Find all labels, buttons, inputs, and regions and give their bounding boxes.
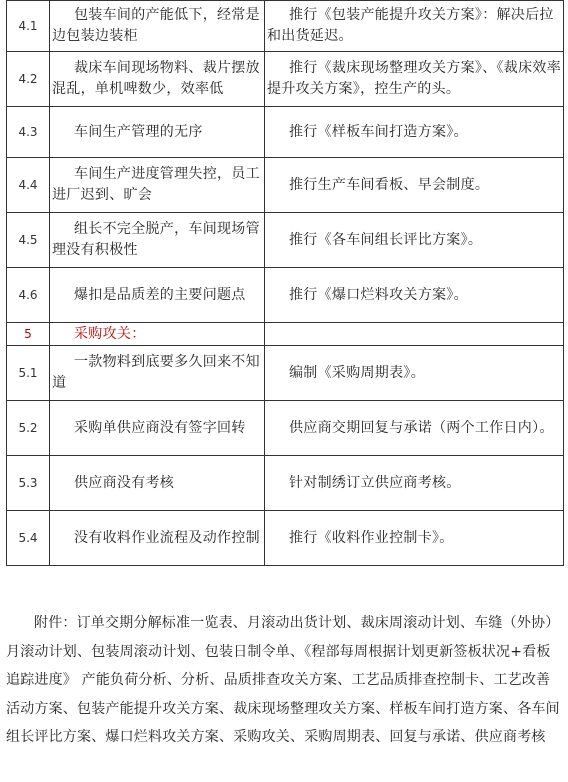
row-number: 5.4 xyxy=(7,511,50,566)
problem-cell xyxy=(50,1,265,52)
table-row xyxy=(7,346,564,401)
table-row xyxy=(7,1,564,52)
solution-text: 推行《样板车间打造方案》。 xyxy=(289,123,468,140)
solution-cell xyxy=(265,511,564,566)
problem-text: 车间生产管理的无序 xyxy=(74,123,203,140)
problem-cell xyxy=(50,107,265,158)
table-row xyxy=(7,213,564,268)
section-header-row xyxy=(7,323,564,346)
solution-text: 推行《收料作业控制卡》。 xyxy=(289,529,454,546)
row-number: 4.5 xyxy=(7,213,50,268)
table-row xyxy=(7,401,564,456)
row-number: 4.6 xyxy=(7,268,50,323)
section-empty-cell xyxy=(265,323,564,346)
row-number: 4.4 xyxy=(7,158,50,213)
table-row xyxy=(7,158,564,213)
action-plan-table xyxy=(6,0,564,566)
table-row xyxy=(7,511,564,566)
row-number: 5.2 xyxy=(7,401,50,456)
problem-text: 包装车间的产能低下，经常是边包装边装柜 xyxy=(52,7,260,44)
solution-cell xyxy=(265,268,564,323)
problem-cell xyxy=(50,268,265,323)
problem-text: 裁床车间现场物料、裁片摆放混乱，单机啤数少，效率低 xyxy=(52,60,260,97)
problem-text: 没有收料作业流程及动作控制 xyxy=(74,529,260,546)
problem-text: 组长不完全脱产，车间现场管理没有积极性 xyxy=(52,221,260,258)
solution-cell xyxy=(265,1,564,52)
section-title: 采购攻关： xyxy=(74,325,146,342)
solution-cell xyxy=(265,52,564,107)
solution-cell xyxy=(265,107,564,158)
solution-text: 编制《采购周期表》。 xyxy=(289,364,425,381)
problem-text: 采购单供应商没有签字回转 xyxy=(74,419,246,436)
problem-cell xyxy=(50,213,265,268)
table-row xyxy=(7,456,564,511)
table-row xyxy=(7,107,564,158)
problem-text: 爆扣是品质差的主要问题点 xyxy=(74,286,246,303)
solution-cell xyxy=(265,158,564,213)
row-number: 4.1 xyxy=(7,1,50,52)
problem-cell xyxy=(50,401,265,456)
solution-text: 推行《包装产能提升攻关方案》：解决后拉和出货延迟。 xyxy=(267,7,554,44)
row-number: 5.3 xyxy=(7,456,50,511)
problem-cell xyxy=(50,456,265,511)
row-number: 4.3 xyxy=(7,107,50,158)
attachment-paragraph: 附件：订单交期分解标准一览表、月滚动出货计划、裁床周滚动计划、车缝（外协）月滚动计划、包装周滚动计划、包装日制令单、《程部每周根据计划更新签板状况+看板追踪进度》 产能负荷分析、分析、品质排查攻关方案、工艺品质排查控制卡、工艺改善活动方案、包装产能提升攻关方案、裁床现场整理攻关方案、样板车间打造方案、各车间组长评比方案、爆口烂料攻关方案、采购攻关、采购周期表、回复与承诺、供应商考核 xyxy=(6,615,560,745)
solution-cell xyxy=(265,401,564,456)
section-title-cell xyxy=(50,323,265,346)
problem-cell xyxy=(50,346,265,401)
solution-cell xyxy=(265,213,564,268)
solution-text: 推行《各车间组长评比方案》。 xyxy=(289,231,483,248)
problem-cell xyxy=(50,52,265,107)
row-number: 5.1 xyxy=(7,346,50,401)
solution-cell xyxy=(265,456,564,511)
solution-cell xyxy=(265,346,564,401)
problem-cell xyxy=(50,511,265,566)
problem-cell xyxy=(50,158,265,213)
problem-text: 车间生产进度管理失控，员工进厂迟到、旷会 xyxy=(52,166,260,203)
solution-text: 推行《裁床现场整理攻关方案》、《裁床效率提升攻关方案》，控生产的头。 xyxy=(267,60,561,97)
table-row xyxy=(7,268,564,323)
table-row xyxy=(7,52,564,107)
section-number: 5 xyxy=(7,323,50,346)
problem-text: 供应商没有考核 xyxy=(74,474,175,491)
solution-text: 供应商交期回复与承诺（两个工作日内）。 xyxy=(289,419,554,436)
problem-text: 一款物料到底要多久回来不知道 xyxy=(52,354,260,391)
solution-text: 推行《爆口烂料攻关方案》。 xyxy=(289,286,468,303)
row-number: 4.2 xyxy=(7,52,50,107)
solution-text: 针对制绣订立供应商考核。 xyxy=(289,474,461,491)
solution-text: 推行生产车间看板、早会制度。 xyxy=(289,176,490,193)
